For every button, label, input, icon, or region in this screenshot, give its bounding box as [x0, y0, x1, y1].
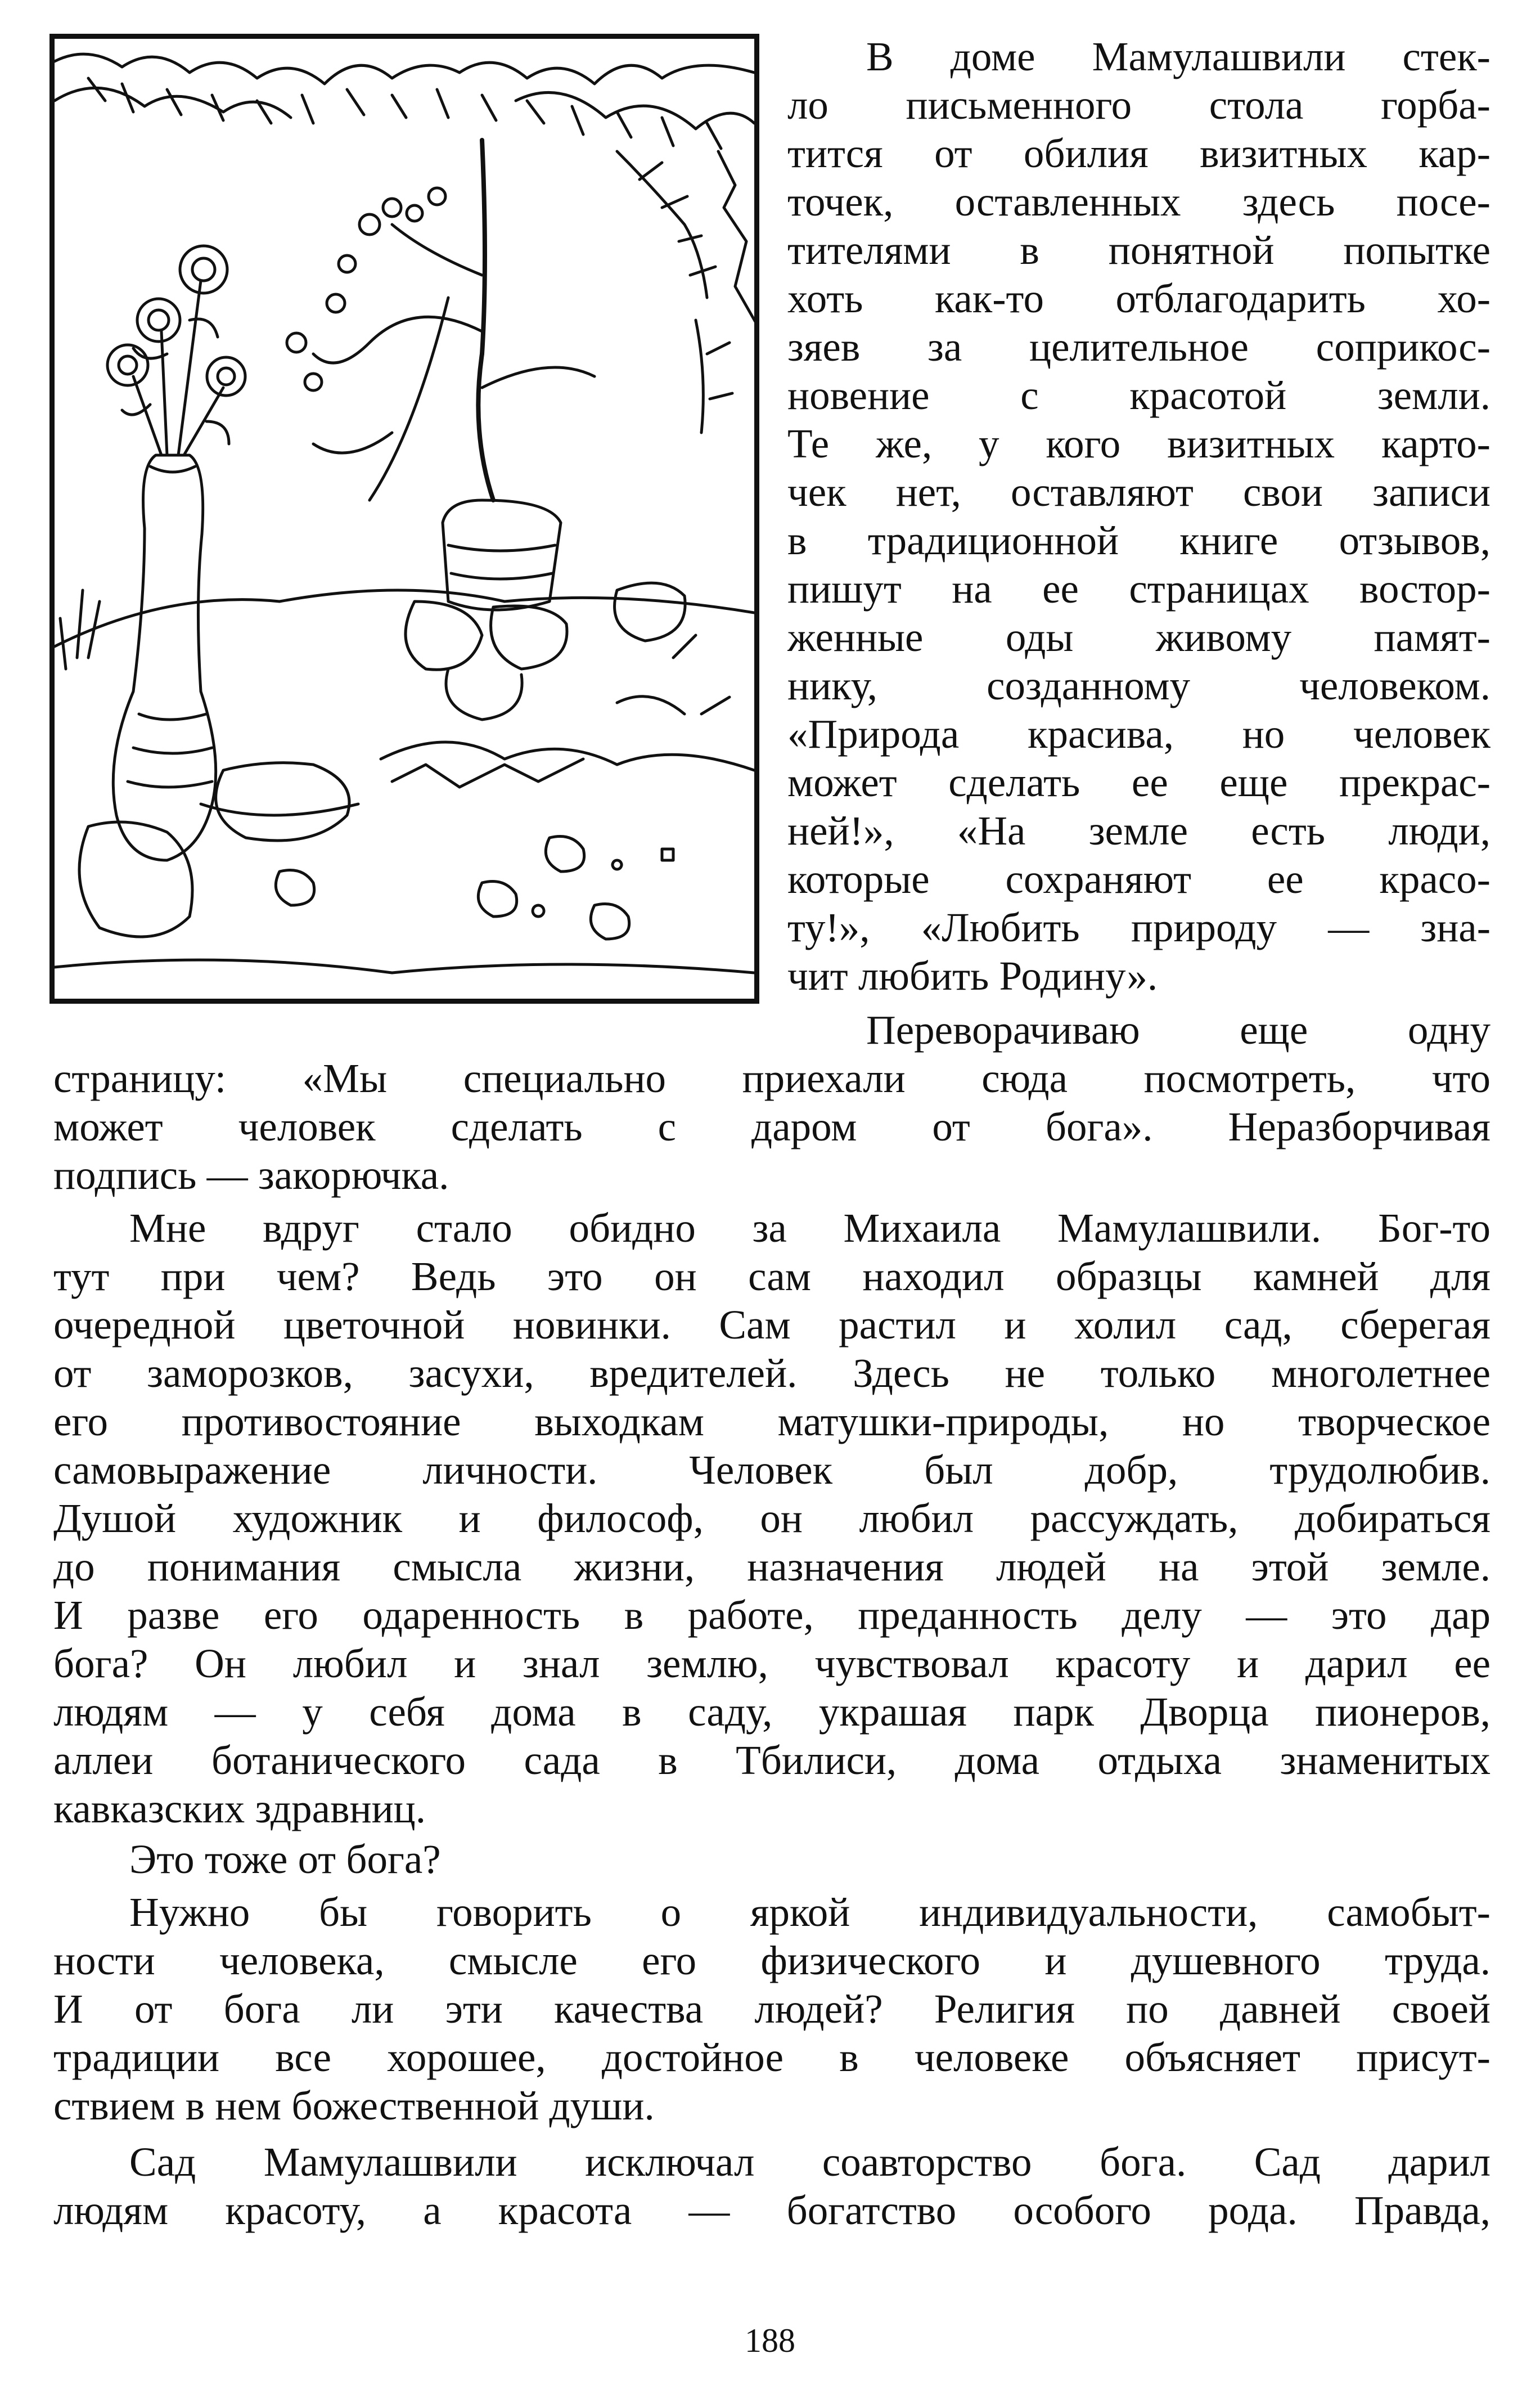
tree-canopy — [55, 54, 754, 433]
text-line: Те же, у кого визитных карто- — [787, 421, 1491, 466]
text-line: И разве его одаренность в работе, преданность делу — это дар — [53, 1592, 1491, 1638]
text-line: от заморозков, засухи, вредителей. Здесь не только многолетнее — [53, 1350, 1491, 1396]
text-line: бога? Он любил и знал землю, чувствовал красоту и дарил ее — [53, 1641, 1491, 1686]
text-line: Мне вдруг стало обидно за Михаила Мамулашвили. Бог-то — [129, 1205, 1491, 1251]
text-line: до понимания смысла жизни, назначения людей на этой земле. — [53, 1544, 1491, 1589]
text-line: людям красоту, а красота — богатство особого рода. Правда, — [53, 2188, 1491, 2233]
text-line: чек нет, оставляют свои записи — [787, 469, 1491, 515]
vase-with-roses — [107, 246, 245, 860]
text-line: новение с красотой земли. — [787, 372, 1491, 418]
garden-illustration — [49, 34, 759, 1004]
text-line: людям — у себя дома в саду, украшая парк Дворца пионеров, — [53, 1689, 1491, 1735]
paragraph-start-line: Переворачиваю еще одну — [866, 1007, 1491, 1053]
text-line: тится от обилия визитных кар- — [787, 131, 1491, 176]
text-line: подпись — закорючка. — [53, 1152, 449, 1198]
rocks-and-ground — [55, 583, 754, 973]
text-line: зяев за целительное соприкос- — [787, 324, 1491, 370]
garden-drawing — [55, 39, 754, 999]
text-line: традиции все хорошее, достойное в человеке объясняет присут- — [53, 2034, 1491, 2080]
text-line: «Природа красива, но человек — [787, 711, 1491, 757]
text-line: ло письменного стола горба- — [787, 82, 1491, 128]
text-line: Нужно бы говорить о яркой индивидуальности, самобыт- — [129, 1889, 1491, 1935]
text-line: в традиционной книге отзывов, — [787, 518, 1491, 563]
text-line: может человек сделать с даром от бога». Неразборчивая — [53, 1104, 1491, 1149]
text-line: кавказских здравниц. — [53, 1786, 426, 1831]
bonsai-tree — [287, 140, 595, 610]
text-line: страницу: «Мы специально приехали сюда посмотреть, что — [53, 1055, 1491, 1101]
text-line: Сад Мамулашвили исключал соавторство бога. Сад дарил — [129, 2139, 1491, 2185]
text-line: очередной цветочной новинки. Сам растил и холил сад, сберегая — [53, 1302, 1491, 1348]
text-line: точек, оставленных здесь посе- — [787, 179, 1491, 224]
text-line: Это тоже от бога? — [129, 1836, 441, 1882]
text-line: нику, созданному человеком. — [787, 663, 1491, 708]
text-line: тут при чем? Ведь это он сам находил образцы камней для — [53, 1254, 1491, 1299]
text-line: ствием в нем божественной души. — [53, 2083, 655, 2128]
text-line: может сделать ее еще прекрас- — [787, 760, 1491, 805]
text-line: тителями в понятной попытке — [787, 227, 1491, 273]
text-line: ности человека, смысле его физического и душевного труда. — [53, 1938, 1491, 1983]
text-line: чит любить Родину». — [787, 953, 1158, 999]
text-line: аллеи ботанического сада в Тбилиси, дома отдыха знаменитых — [53, 1737, 1491, 1783]
text-line: хоть как-то отблагодарить хо- — [787, 276, 1491, 321]
text-line: его противостояние выходкам матушки-природы, но творческое — [53, 1399, 1491, 1444]
text-line: пишут на ее страницах востор- — [787, 566, 1491, 612]
text-line: И от бога ли эти качества людей? Религия по давней своей — [53, 1986, 1491, 2032]
text-line: ней!», «На земле есть люди, — [787, 808, 1491, 854]
text-line: ту!», «Любить природу — зна- — [787, 905, 1491, 950]
text-line: которые сохраняют ее красо- — [787, 856, 1491, 902]
text-line: В доме Мамулашвили стек- — [866, 34, 1491, 79]
page-number: 188 — [745, 2322, 795, 2359]
text-line: Душой художник и философ, он любил рассуждать, добираться — [53, 1495, 1491, 1541]
text-line: женные оды живому памят- — [787, 614, 1491, 660]
text-line: самовыражение личности. Человек был добр, трудолюбив. — [53, 1447, 1491, 1493]
